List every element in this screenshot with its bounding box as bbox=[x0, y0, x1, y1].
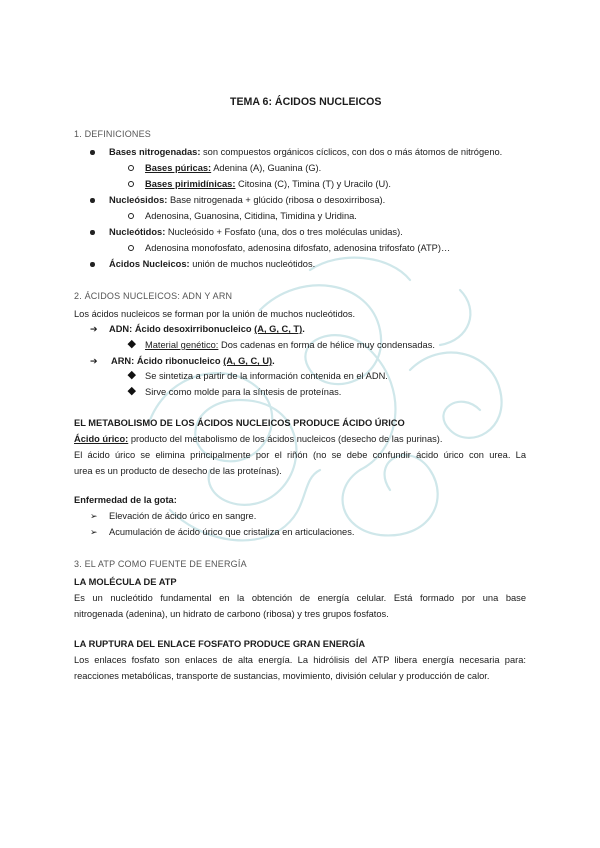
paragraph: Los ácidos nucleicos se forman por la unión de muchos nucleótidos. bbox=[74, 309, 356, 319]
diamond-bullet-icon bbox=[128, 387, 136, 395]
heading-metabolismo: EL METABOLISMO DE LOS ÁCIDOS NUCLEICOS PRODUCE ÁCIDO ÚRICO bbox=[74, 418, 405, 428]
section-heading-adn-arn: 2. ÁCIDOS NUCLEICOS: ADN Y ARN bbox=[74, 291, 233, 301]
list-item: Bases nitrogenadas: son compuestos orgánicos cíclicos, con dos o más átomos de nitrógeno. bbox=[109, 147, 503, 157]
bullet-icon bbox=[90, 262, 95, 267]
paragraph: El ácido úrico se elimina principalmente por el riñón (no se debe confundir ácido úrico con urea. La bbox=[74, 450, 526, 460]
list-item: Elevación de ácido úrico en sangre. bbox=[109, 511, 257, 521]
arrowhead-bullet-icon: ➢ bbox=[90, 511, 98, 521]
circle-bullet-icon bbox=[128, 165, 134, 171]
list-item: Bases pirimidínicas: Citosina (C), Timina (T) y Uracilo (U). bbox=[145, 179, 391, 189]
paragraph: urea es un producto de desecho de las proteínas). bbox=[74, 466, 282, 476]
heading-molecula-atp: LA MOLÉCULA DE ATP bbox=[74, 577, 177, 587]
paragraph: Los enlaces fosfato son enlaces de alta energía. La hidrólisis del ATP libera energía necesaria para: bbox=[74, 655, 526, 665]
heading-gota: Enfermedad de la gota: bbox=[74, 495, 177, 505]
list-item: Nucleósidos: Base nitrogenada + glúcido (ribosa o desoxirribosa). bbox=[109, 195, 386, 205]
list-item: Nucleótidos: Nucleósido + Fosfato (una, dos o tres moléculas unidas). bbox=[109, 227, 403, 237]
list-item: Material genético: Dos cadenas en forma de hélice muy condensadas. bbox=[145, 340, 435, 350]
arrow-right-icon: ➔ bbox=[90, 356, 98, 366]
diamond-bullet-icon bbox=[128, 371, 136, 379]
list-item: Se sintetiza a partir de la información contenida en el ADN. bbox=[145, 371, 388, 381]
heading-ruptura-enlace: LA RUPTURA DEL ENLACE FOSFATO PRODUCE GRAN ENERGÍA bbox=[74, 639, 366, 649]
page-title: TEMA 6: ÁCIDOS NUCLEICOS bbox=[230, 96, 382, 108]
list-item-arn: ARN: Ácido ribonucleico (A, G, C, U). bbox=[111, 356, 275, 366]
circle-bullet-icon bbox=[128, 181, 134, 187]
list-item: Adenosina, Guanosina, Citidina, Timidina y Uridina. bbox=[145, 211, 357, 221]
diamond-bullet-icon bbox=[128, 340, 136, 348]
list-item: Bases púricas: Adenina (A), Guanina (G). bbox=[145, 163, 322, 173]
arrow-right-icon: ➔ bbox=[90, 324, 98, 334]
list-item: Adenosina monofosfato, adenosina difosfato, adenosina trifosfato (ATP)… bbox=[145, 243, 451, 253]
list-item: Acumulación de ácido úrico que cristaliza en articulaciones. bbox=[109, 527, 355, 537]
bullet-icon bbox=[90, 198, 95, 203]
paragraph: reacciones metabólicas, transporte de sustancias, movimiento, división celular y producción de calor. bbox=[74, 671, 490, 681]
section-heading-atp: 3. EL ATP COMO FUENTE DE ENERGÍA bbox=[74, 559, 247, 569]
arrowhead-bullet-icon: ➢ bbox=[90, 527, 98, 537]
circle-bullet-icon bbox=[128, 213, 134, 219]
bullet-icon bbox=[90, 150, 95, 155]
list-item-adn: ADN: Ácido desoxirribonucleico (A, G, C, T). bbox=[109, 324, 305, 334]
circle-bullet-icon bbox=[128, 245, 134, 251]
paragraph: nitrogenada (adenina), un hidrato de carbono (ribosa) y tres grupos fosfatos. bbox=[74, 609, 389, 619]
list-item: Ácidos Nucleicos: unión de muchos nucleótidos. bbox=[109, 259, 316, 269]
paragraph: Ácido úrico: producto del metabolismo de los ácidos nucleicos (desecho de las purinas). bbox=[74, 434, 443, 444]
paragraph: Es un nucleótido fundamental en la obtención de energía celular. Está formado por una base bbox=[74, 593, 526, 603]
bullet-icon bbox=[90, 230, 95, 235]
section-heading-definiciones: 1. DEFINICIONES bbox=[74, 129, 152, 139]
list-item: Sirve como molde para la síntesis de proteínas. bbox=[145, 387, 342, 397]
